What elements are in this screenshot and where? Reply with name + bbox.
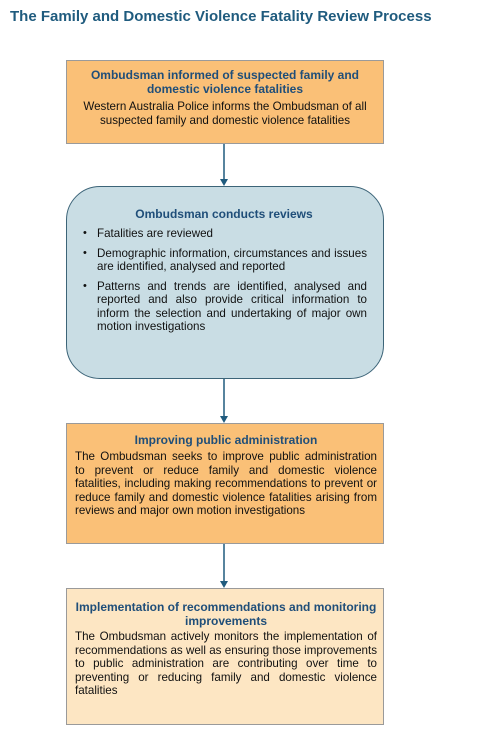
step-body: Western Australia Police informs the Ombudsman of all suspected family and domestic violence fatalities xyxy=(83,100,367,127)
step-body: The Ombudsman seeks to improve public administration to prevent or reduce family and domestic violence fatalities, including making recommendations to prevent or reduce family and domestic violence fatalities arising from reviews and major own motion investigations xyxy=(75,450,377,517)
review-bullet-list xyxy=(81,227,367,334)
bullet-icon: • xyxy=(83,227,87,239)
arrow-connector-3 xyxy=(218,544,230,588)
step-box-monitoring xyxy=(66,588,384,725)
bullet-item xyxy=(81,247,367,274)
bullet-text: Demographic information, circumstances and issues are identified, analysed and reported xyxy=(97,246,367,273)
step-box-public-administration xyxy=(66,423,384,544)
step-box-notification xyxy=(66,60,384,144)
bullet-icon: • xyxy=(83,246,87,259)
step-body: The Ombudsman actively monitors the implementation of recommendations as well as ensuring those improvements to public administration are contributing over time to preventing or reducing family and domestic violence fatalities xyxy=(75,630,377,697)
bullet-item xyxy=(81,280,367,334)
step-heading: Ombudsman conducts reviews xyxy=(135,207,313,221)
page-title: The Family and Domestic Violence Fatality Review Process xyxy=(10,8,432,25)
step-heading: Implementation of recommendations and monitoring improvements xyxy=(75,600,377,628)
bullet-text: Fatalities are reviewed xyxy=(97,227,213,240)
bullet-text: Patterns and trends are identified, analysed and reported and also provide critical information to inform the selection and undertaking of major own motion investigations xyxy=(97,279,367,333)
bullet-icon: • xyxy=(83,279,87,292)
step-heading: Improving public administration xyxy=(134,433,318,447)
arrow-connector-2 xyxy=(218,379,230,423)
step-heading: Ombudsman informed of suspected family and domestic violence fatalities xyxy=(90,68,360,96)
bullet-item xyxy=(81,227,367,241)
arrow-connector-1 xyxy=(218,144,230,186)
step-box-reviews xyxy=(66,186,384,379)
